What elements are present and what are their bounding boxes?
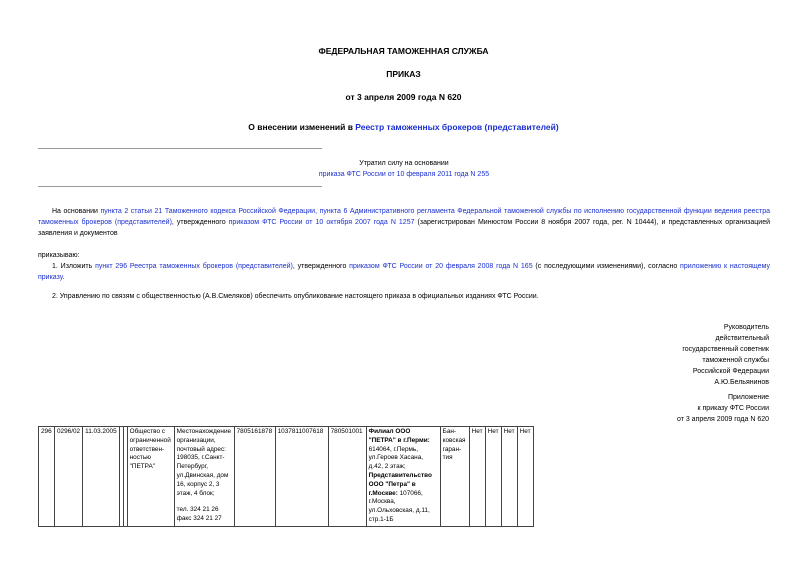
appendix-line-3: от 3 апреля 2009 года N 620 [676, 416, 769, 423]
cell-flag-4: Нет [517, 427, 533, 527]
location-address: Местонахождение организации, почтовый адрес: 198035, г.Санкт-Петербург, ул.Двинская, дом 16, корпус 2, 3 этаж, 4 блок; [176, 428, 232, 497]
signature-block [682, 322, 769, 388]
item1-text-4: . [62, 274, 65, 281]
order-165-link[interactable]: приказом ФТС России от 20 февраля 2008 года N 165 [349, 263, 533, 270]
cell-inn: 7805161878 [234, 427, 275, 527]
cell-flag-3: Нет [501, 427, 517, 527]
basis-text-1: На основании [52, 208, 101, 215]
basis-text-3: (зарегистрирован Минюстом России 8 ноября 2007 года, рег. N 10444), и представленных организацией заявления и документов [38, 219, 770, 237]
branch-perm-address: 614064, г.Пермь, ул.Героев Хасана, д.42, 2 этаж; [368, 445, 424, 471]
cell-location [174, 427, 234, 527]
doc-title-prefix: О внесении изменений в [248, 122, 356, 132]
appendix-line-2: к приказу ФТС России [697, 405, 769, 412]
order-1257-link[interactable]: приказом ФТС России от 10 октября 2007 года N 1257 [228, 219, 415, 226]
cell-branches [366, 427, 440, 527]
status-top-rule [38, 148, 322, 149]
appendix-line-1: Приложение [727, 394, 769, 401]
basis-text-2: , утвержденного [171, 219, 229, 226]
cell-flag-1: Нет [469, 427, 485, 527]
signature-name: А.Ю.Бельянинов [714, 379, 769, 386]
cell-kpp: 780501001 [328, 427, 366, 527]
appendix-link[interactable]: приложению к настоящему приказу [38, 263, 770, 281]
signature-line-3: государственный советник [682, 346, 769, 353]
cell-number: 296 [39, 427, 55, 527]
appendix-block [677, 392, 769, 425]
item-1 [38, 261, 770, 283]
branch-perm [369, 428, 438, 472]
signature-line-5: Российской Федерации [692, 368, 769, 375]
registry-link[interactable]: Реестр таможенных брокеров (представителей) [355, 122, 559, 132]
branch-moscow [369, 472, 438, 525]
point-296-link[interactable]: пункт 296 Реестра таможенных брокеров (представителей) [95, 263, 293, 270]
doc-date-number: от 3 апреля 2009 года N 620 [345, 92, 462, 102]
item1-text-1: 1. Изложить [52, 263, 96, 270]
table-row [39, 427, 534, 527]
branch-moscow-address: 107066, г.Москва, ул.Ольховская, д.11, стр.1-1Б [368, 489, 430, 523]
cell-date: 11.03.2005 [83, 427, 120, 527]
doc-title [0, 122, 807, 132]
signature-line-2: действительный [715, 335, 769, 342]
repeal-order-link[interactable]: приказа ФТС России от 10 февраля 2011 года N 255 [318, 171, 490, 178]
item1-text-3: (с последующими изменениями), согласно [532, 263, 681, 270]
basis-paragraph [38, 206, 770, 239]
status-line-1: Утратил силу на основании [359, 160, 449, 167]
status-bottom-rule [38, 186, 322, 187]
tc-article-link[interactable]: пункта 2 статьи 21 Таможенного кодекса Российской Федерации, пункта 6 Административного регламента Федеральной таможенной службы по исполнению государственной функции ведения реестра таможенных брокеров (представителей) [38, 208, 770, 226]
branch-perm-title: Филиал ООО "ПЕТРА" в г.Перми: [368, 428, 430, 444]
doc-type: ПРИКАЗ [386, 69, 421, 79]
cell-flag-2: Нет [485, 427, 501, 527]
location-phones: тел. 324 21 26 факс 324 21 27 [176, 506, 222, 523]
registry-table [38, 426, 534, 527]
cell-ogrn: 1037811007618 [275, 427, 328, 527]
item-2: 2. Управлению по связям с общественностью (А.В.Смеляков) обеспечить опубликование настоящего приказа в официальных изданиях ФТС России. [52, 293, 539, 300]
cell-reg-number: 0296/02 [55, 427, 83, 527]
agency-name: ФЕДЕРАЛЬНАЯ ТАМОЖЕННАЯ СЛУЖБА [318, 46, 489, 56]
signature-line-4: таможенной службы [702, 357, 769, 364]
cell-org-name: Общество с ограниченной ответствен-ностью "ПЕТРА" [127, 427, 174, 527]
signature-line-1: Руководитель [723, 324, 769, 331]
item1-text-2: , утвержденного [292, 263, 350, 270]
cell-guarantee: Бан-ковская гаран-тия [440, 427, 469, 527]
order-word: приказываю: [38, 252, 80, 259]
branch-moscow-title: Представительство ООО "Петра" в г.Москве: [368, 471, 432, 497]
